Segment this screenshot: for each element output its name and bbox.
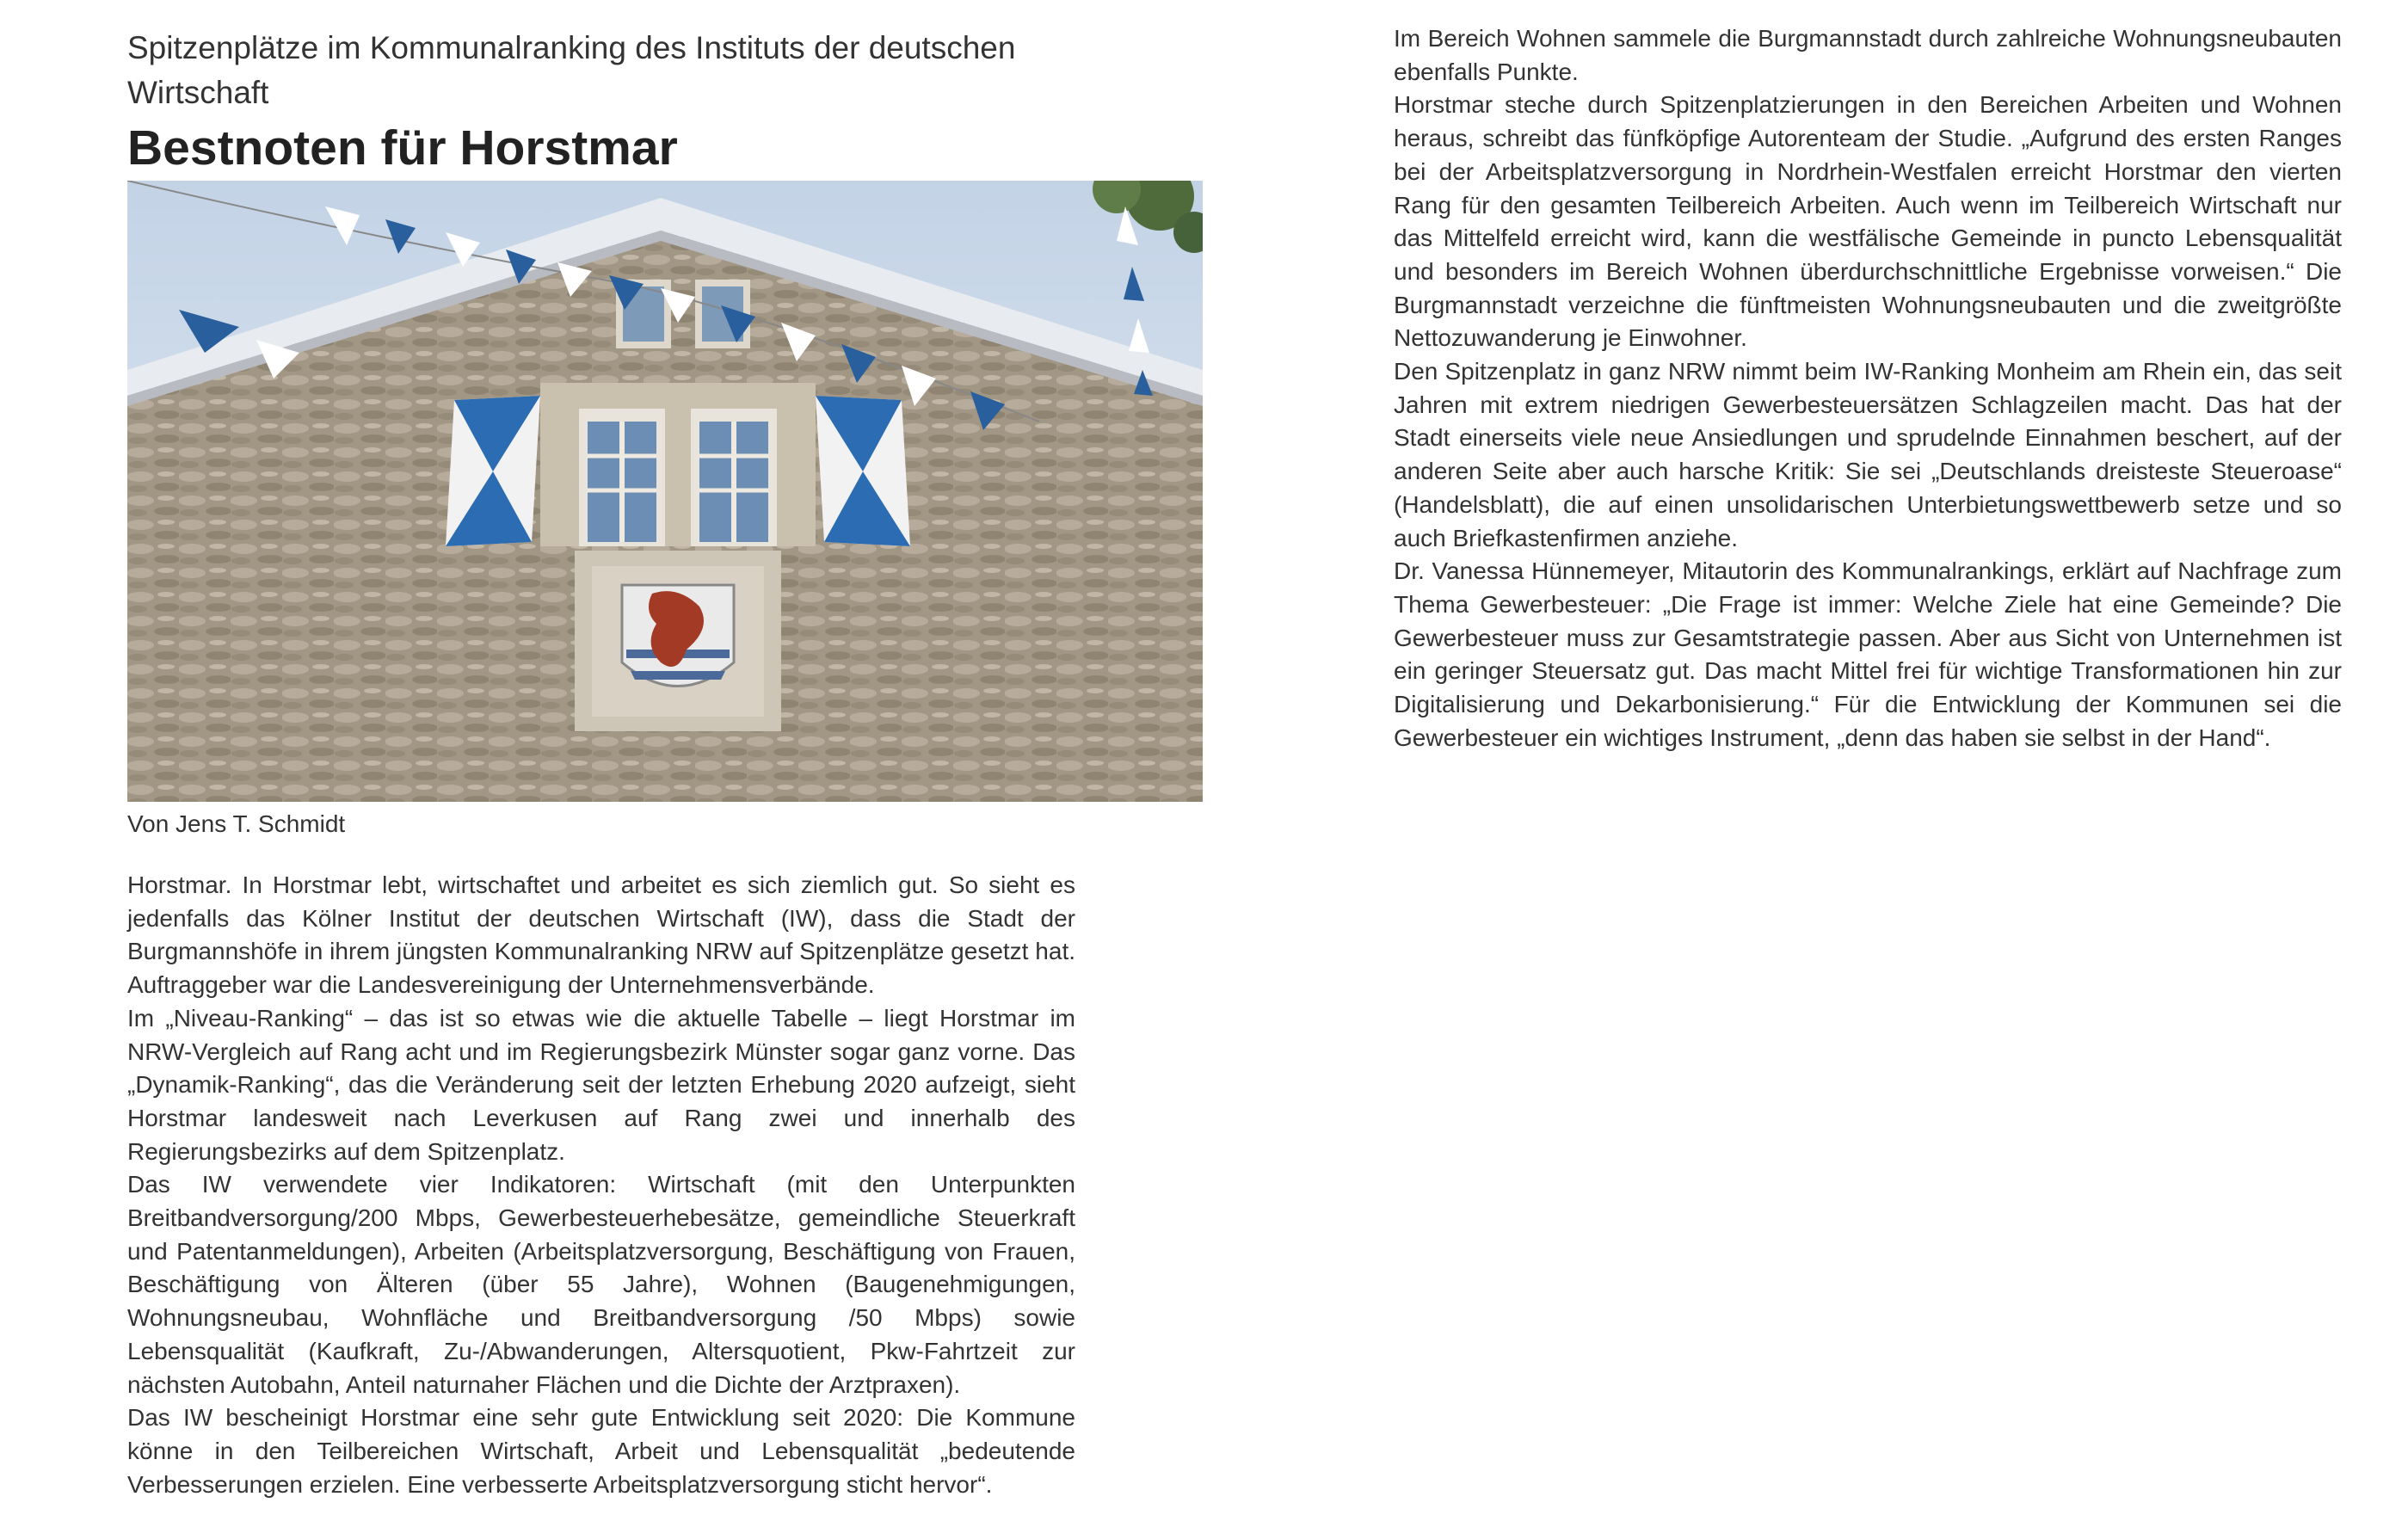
paragraph: Den Spitzenplatz in ganz NRW nimmt beim IW-Ranking Monheim am Rhein ein, das seit Jahren mit extrem niedrigen Gewerbesteuersätzen Schlagzeilen macht. Das hat der Stadt einerseits viele neue Ansiedlungen und sprudelnde Einnahmen beschert, auf der anderen Seite aber auch harsche Kritik: Sie sei „Deutschlands dreisteste Steueroase“ (Handelsblatt), die auf einen unsolidarischen Unterbietungswettbewerb setze und so auch Briefkastenfirmen anziehe. bbox=[1394, 358, 2342, 551]
article-subtitle: Spitzenplätze im Kommunalranking des Instituts der deutschen Wirtschaft bbox=[127, 30, 1016, 110]
paragraph: Das IW bescheinigt Horstmar eine sehr gute Entwicklung seit 2020: Die Kommune könne in den Teilbereichen Wirtschaft, Arbeit und Lebensqualität „bedeutende Verbesserungen erzielen. Eine verbesserte Arbeitsplatzversorgung sticht hervor“. bbox=[127, 1404, 1075, 1498]
article-photo bbox=[127, 181, 1203, 802]
left-body-text bbox=[127, 869, 1075, 1501]
paragraph: Horstmar steche durch Spitzenplatzierungen in den Bereichen Arbeiten und Wohnen heraus, schreibt das fünfköpfige Autorenteam der Studie. „Aufgrund des ersten Ranges bei der Arbeitsplatzversorgung in Nordrhein-Westfalen erreicht Horstmar den vierten Rang für den gesamten Teilbereich Arbeiten. Auch wenn im Teilbereich Wirtschaft nur das Mittelfeld erreicht wird, kann die westfälische Gemeinde in puncto Lebensqualität und besonders im Bereich Wohnen überdurchschnittliche Ergebnisse vorweisen.“ Die Burgmannstadt verzeichne die fünftmeisten Wohnungsneubauten und die zweitgrößte Nettozuwanderung je Einwohner. bbox=[1394, 91, 2342, 352]
article-headline: Bestnoten für Horstmar bbox=[127, 120, 678, 176]
paragraph: Im Bereich Wohnen sammele die Burgmannstadt durch zahlreiche Wohnungsneubauten ebenfalls Punkte. bbox=[1394, 25, 2342, 85]
paragraph: Das IW verwendete vier Indikatoren: Wirtschaft (mit den Unterpunkten Breitbandversorgung/200 Mbps, Gewerbesteuerhebesätze, gemeindliche Steuerkraft und Patentanmeldungen), Arbeiten (Arbeitsplatzversorgung, Beschäftigung von Frauen, Beschäftigung von Älteren (über 55 Jahre), Wohnen (Baugenehmigungen, Wohnungsneubau, Wohnfläche und Breitbandversorgung /50 Mbps) sowie Lebensqualität (Kaufkraft, Zu-/Abwanderungen, Altersquotient, Pkw-Fahrtzeit zur nächsten Autobahn, Anteil naturnaher Flächen und die Dichte der Arztpraxen). bbox=[127, 1171, 1075, 1398]
paragraph: Im „Niveau-Ranking“ – das ist so etwas wie die aktuelle Tabelle – liegt Horstmar im NRW-Vergleich auf Rang acht und im Regierungsbezirk Münster sogar ganz vorne. Das „Dynamik-Ranking“, das die Veränderung seit der letzten Erhebung 2020 aufzeigt, sieht Horstmar landesweit nach Leverkusen auf Rang zwei und innerhalb des Regierungsbezirks auf dem Spitzenplatz. bbox=[127, 1004, 1075, 1165]
article-byline: Von Jens T. Schmidt bbox=[127, 810, 346, 837]
right-column bbox=[1394, 22, 2342, 754]
left-column bbox=[127, 26, 1075, 1501]
paragraph: Horstmar. In Horstmar lebt, wirtschaftet und arbeitet es sich ziemlich gut. So sieht es jedenfalls das Kölner Institut der deutschen Wirtschaft (IW), dass die Stadt der Burgmannshöfe in ihrem jüngsten Kommunalranking NRW auf Spitzenplätze gesetzt hat. Auftraggeber war die Landesvereinigung der Unternehmensverbände. bbox=[127, 871, 1075, 999]
town-hall-facade-photo-icon bbox=[127, 181, 1203, 802]
paragraph: Dr. Vanessa Hünnemeyer, Mitautorin des Kommunalrankings, erklärt auf Nachfrage zum Thema Gewerbesteuer: „Die Frage ist immer: Welche Ziele hat eine Gemeinde? Die Gewerbesteuer muss zur Gesamtstrategie passen. Aber aus Sicht von Unternehmen ist ein geringer Steuersatz gut. Das macht Mittel frei für wichtige Transformationen hin zur Digitalisierung und Dekarbonisierung.“ Für die Entwicklung der Kommunen sei die Gewerbesteuer ein wichtiges Instrument, „denn das haben sie selbst in der Hand“. bbox=[1394, 557, 2342, 751]
